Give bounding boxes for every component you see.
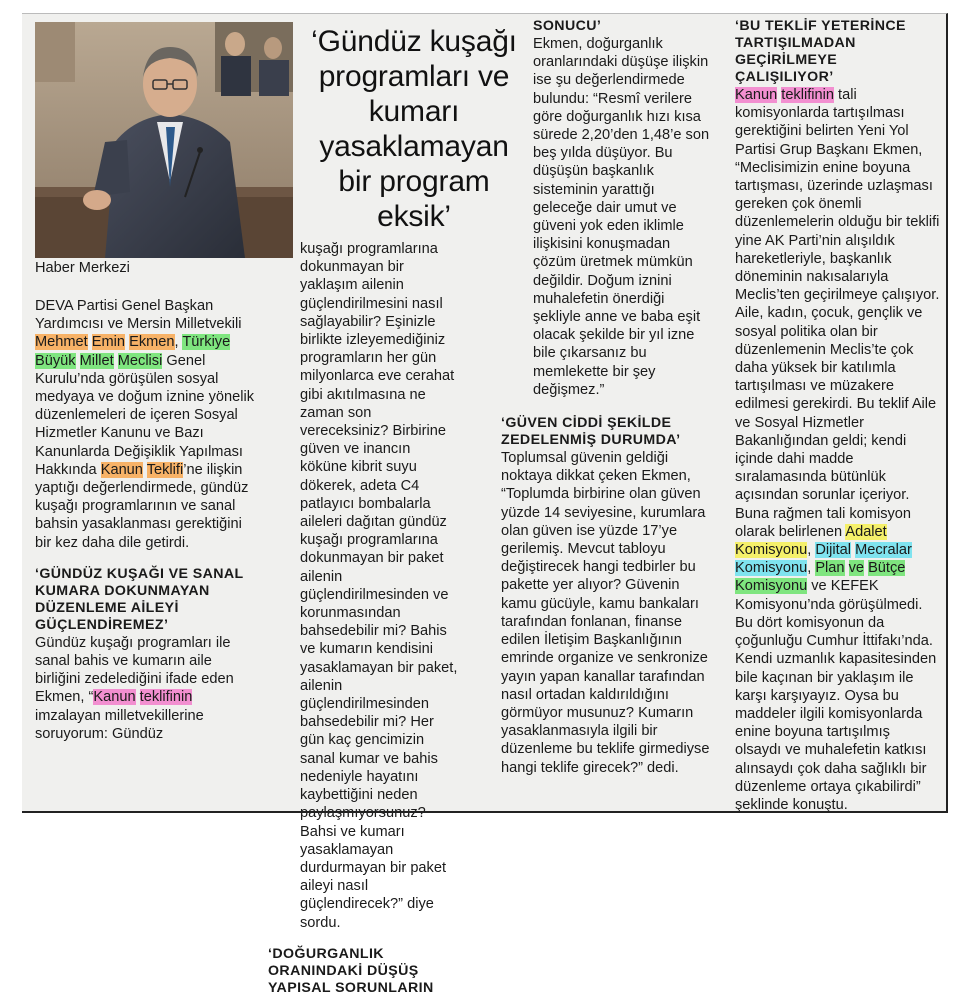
column-4 [735, 18, 940, 814]
paragraph-col3-1: Ekmen, doğurganlık oranlarındaki düşüşe ilişkin ise şu değerlendirmede bulundu: “Resmî verilere göre doğurganlık hızı kısa sürede 2,20’den 1,48’e son beş yılda düşüyor. Bu düşüşün başkanlık sisteminin yarattığı geleceğe dair umut ve güveni yok eden iklimle ilişkisini konuşmadan çözüm üretmek mümkün değildir. Doğum iznini muhalefetin önerdiği şekliyle anne ve baba eşit olacak şekilde bir yıl izne bile çıkarsanız bu memlekette bir şey değişmez.” [533, 36, 710, 398]
subheading-2: ‘DOĞURGANLIK ORANINDAKİ DÜŞÜŞ YAPISAL SORUNLARIN [268, 945, 434, 996]
headline: ‘Gündüz kuşağı programları ve kumarı yasaklamayan bir program eksik’ [311, 25, 517, 233]
paragraph-col3-2: Toplumsal güvenin geldiği noktaya dikkat çeken Ekmen, “Toplumda birbirine olan güven yüzde 14 seviyesine, kurumlara olan güven ise yüzde 17’ye gerilemiş. Mevcut tabloyu değiştirecek hangi tedbirler bu pakette yer alıyor? Güvenin kamu gücüyle, kamu bankaları tarafından fonlanan, finanse edilen İletişim Başkanlığının emrinde organize ve senkronize yayın yapan kanallar tarafından nasıl ortadan kaldırıldığını görmüyor musunuz? Kumarın yasaklanmasıyla ilgili bir düzenleme bu teklife girmediyse hangi teklife girecek?” dedi. [501, 450, 710, 776]
subheading-3: ‘GÜVEN CİDDİ ŞEKİLDE ZEDELENMİŞ DURUMDA’ [501, 415, 681, 449]
column-1 [35, 297, 257, 743]
byline: Haber Merkezi [35, 260, 130, 276]
subheading-2-end: SONUCU’ [533, 18, 602, 34]
paragraph-col2: kuşağı programlarına dokunmayan bir yaklaşım ailenin güçlendirilmesini nasıl sağlayabilir? Eşinizle birlikte izleyemediğiniz programların her gün milyonlarca eve cerahat gibi akıtılmasına ne zaman son vereceksiniz? Birbirine güven ve inancın köküne kibrit suyu dökerek, adeta C4 patlayıcı bombalarla aileleri dağıtan gündüz kuşağı programlarına dokunmayan bir paket ailenin güçlendirilmesinden ve korunmasından bahsedebilir mi? Bahis ve kumarın kendisini yasaklamayan bir paket, ailenin güçlendirilmesinden bahsedebilir mi? Her gün kaç gencimizin sanal kumar ve bahis nedeniyle hayatını kaybettiğini neden paylaşmıyorsunuz? Bahsi ve kumarı yasaklamayan durdurmayan bir paket aileyi nasıl güçlendirecek?” diye sordu. [300, 241, 458, 931]
paragraph-2: Gündüz kuşağı programları ile sanal bahis ve kumarın aile birliğini zedelediğini ifade eden Ekmen, “Kanun teklifinin imzalayan milletvekillerine soruyorum: Gündüz [35, 634, 234, 742]
column-2 [268, 240, 460, 997]
paragraph-col4: Kanun teklifinin tali komisyonlarda tartışılması gerektiğini belirten Yeni Yol Partisi Grup Başkanı Ekmen, “Meclisimizin enine boyuna tartışması, üzerinde uzlaşması gereken çok önemli düzenlemelerin olduğu bir teklifi yine AK Parti’nin alışıldık hareketleriyle, başkanlık döneminin nakısalarıyla Meclis’ten geçirilmeye çalışıyor. Aile, kadın, çocuk, gençlik ve sosyal politika olan bir düzenlemenin Meclis’te çok daha yüksek bir katılımla tartışılması ve müzakere edilmesi gerekirdi. Bu teklif Aile ve Sosyal Hizmetler Bakanlığından geldi; kendi içinde dahi madde sıralamasında bütünlük açısından sorunlar içeriyor. Buna rağmen tali komisyon olarak belirlenen Adalet Komisyonu, Dijital Mecralar Komisyonu, Plan ve Bütçe Komisyonu ve KEFEK Komisyonu’nda görüşülmedi. Bu dört komisyonun da çoğunluğu Cumhur İttifakı’nda. Kendi uzmanlık kapasitesinden bile kaçınan bir yaklaşım ile karşı karşıyayız. Oysa bu maddeler ilgili komisyonlarda enine boyuna tartışılmış olsaydı ve muhalefetin katkısı alınsaydı çok daha sağlıklı bir düzenleme ortaya çıkabilirdi” şeklinde konuştu. [735, 87, 940, 813]
column-3 [501, 18, 713, 777]
subheading-1: ‘GÜNDÜZ KUŞAĞI VE SANAL KUMARA DOKUNMAYAN DÜZENLEME AİLEYİ GÜÇLENDİREMEZ’ [35, 565, 244, 633]
lead-paragraph: DEVA Partisi Genel Başkan Yardımcısı ve Mersin Milletvekili Mehmet Emin Ekmen, Türkiye Büyük Millet Meclisi Genel Kurulu’nda görüşülen sosyal medyaya ve doğum iznine yönelik düzenlemeleri de içeren Sosyal Hizmetler Kanunu ve Bazı Kanunlarda Değişiklik Yapılması Hakkında Kanun Teklifi’ne ilişkin yaptığı değerlendirmede, gündüz kuşağı programlarının ve sanal bahsin yasaklanması gerektiğini bir kez daha dile getirdi. [35, 298, 255, 551]
speaker-photo [35, 22, 293, 258]
subheading-4: ‘BU TEKLİF YETERİNCE TARTIŞILMADAN GEÇİRİLMEYE ÇALIŞILIYOR’ [735, 18, 906, 85]
